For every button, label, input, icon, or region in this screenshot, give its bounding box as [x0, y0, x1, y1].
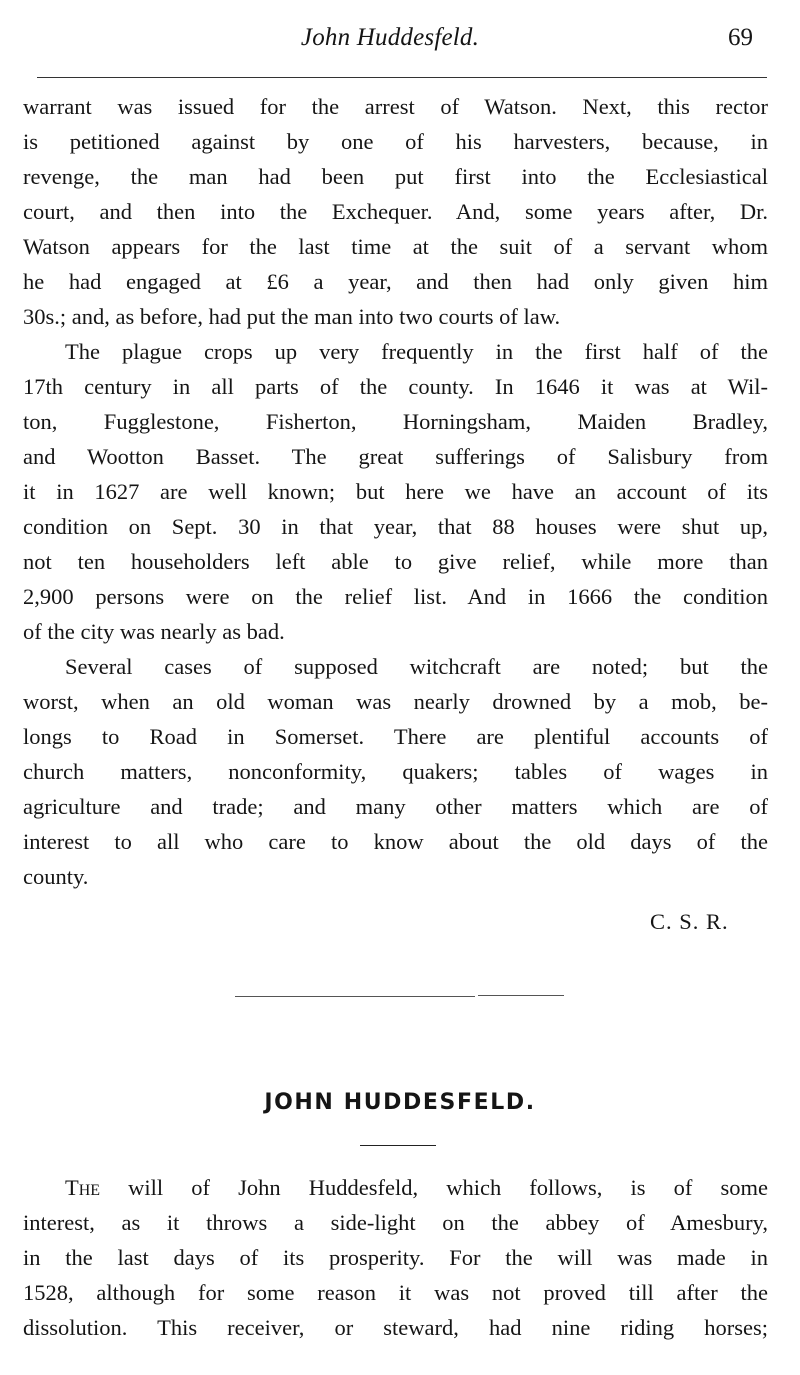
text-line: Watson appears for the last time at the suit of a servant whom: [23, 234, 768, 259]
title-rule: [360, 1145, 436, 1146]
text-line: court, and then into the Exchequer. And, some years after, Dr.: [23, 199, 768, 224]
section-separator-rule: [478, 995, 564, 996]
running-title: John Huddesfeld.: [300, 24, 480, 51]
text-line: not ten householders left able to give relief, while more than: [23, 549, 768, 574]
text-line: ton, Fugglestone, Fisherton, Horningsham, Maiden Bradley,: [23, 409, 768, 434]
header-rule: [37, 77, 767, 78]
running-head: [0, 20, 800, 60]
text-line: dissolution. This receiver, or steward, had nine riding horses;: [23, 1315, 768, 1340]
text-line: in the last days of its prosperity. For the will was made in: [23, 1245, 768, 1270]
section-separator-rule: [235, 996, 475, 997]
text-line: it in 1627 are well known; but here we have an account of its: [23, 479, 768, 504]
text-line: interest to all who care to know about the old days of the: [23, 829, 768, 854]
text-line: warrant was issued for the arrest of Watson. Next, this rector: [23, 94, 768, 119]
text-line: 30s.; and, as before, had put the man into two courts of law.: [23, 304, 561, 329]
text-line: worst, when an old woman was nearly drowned by a mob, be-: [23, 689, 768, 714]
text-line: interest, as it throws a side-light on the abbey of Amesbury,: [23, 1210, 768, 1235]
text-line: revenge, the man had been put first into the Ecclesiastical: [23, 164, 768, 189]
text-line: and Wootton Basset. The great sufferings of Salisbury from: [23, 444, 768, 469]
signature: C. S. R.: [650, 909, 729, 934]
text-line: The plague crops up very frequently in the first half of the: [65, 339, 768, 364]
text-line: is petitioned against by one of his harvesters, because, in: [23, 129, 768, 154]
text-line: condition on Sept. 30 in that year, that 88 houses were shut up,: [23, 514, 768, 539]
text-line: church matters, nonconformity, quakers; tables of wages in: [23, 759, 768, 784]
first-line-rest: will of John Huddesfeld, which follows, is of some: [100, 1175, 768, 1200]
text-line: 1528, although for some reason it was not proved till after the: [23, 1280, 768, 1305]
text-line: longs to Road in Somerset. There are plentiful accounts of: [23, 724, 768, 749]
text-line: 2,900 persons were on the relief list. And in 1666 the condition: [23, 584, 768, 609]
opening-word: The: [65, 1175, 101, 1200]
text-line: agriculture and trade; and many other matters which are of: [23, 794, 768, 819]
text-line: [65, 1173, 768, 1203]
text-line: Several cases of supposed witchcraft are noted; but the: [65, 654, 768, 679]
page-number: 69: [728, 24, 753, 51]
text-line: of the city was nearly as bad.: [23, 619, 285, 644]
text-line: he had engaged at £6 a year, and then had only given him: [23, 269, 768, 294]
section-title: JOHN HUDDESFELD.: [264, 1090, 536, 1115]
text-line: county.: [23, 864, 89, 889]
text-line: 17th century in all parts of the county. In 1646 it was at Wil-: [23, 374, 768, 399]
